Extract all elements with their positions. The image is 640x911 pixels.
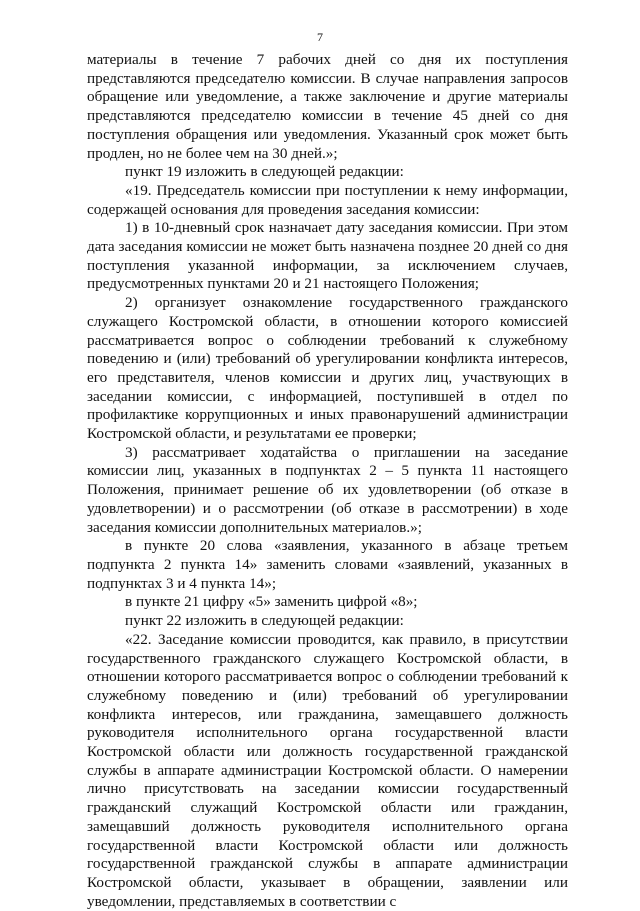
paragraph-clause-19-intro: пункт 19 изложить в следующей редакции:	[125, 163, 404, 181]
paragraph-subclause-2: 2) организует ознакомление государственного гражданского служащего Костромской области, в отношении которого комиссией рассматривается вопрос о соблюдении требований к служебному поведению и (или) требований об урегулировании конфликта интересов, его представителя, членов комиссии и других лиц, участвующих в заседании комиссии, с информацией, поступившей в отдел по профилактике коррупционных и иных правонарушений администрации Костромской области, и результатами ее проверки;	[87, 294, 568, 443]
page-number: 7	[317, 30, 323, 44]
document-body	[87, 51, 568, 911]
paragraph-clause-19: «19. Председатель комиссии при поступлении к нему информации, содержащей основания для проведения заседания комиссии:	[87, 181, 568, 218]
paragraph-subclause-1: 1) в 10-дневный срок назначает дату заседания комиссии. При этом дата заседания комиссии не может быть назначена позднее 20 дней со дня поступления указанной информации, за исключением случаев, предусмотренных пунктами 20 и 21 настоящего Положения;	[87, 219, 568, 293]
paragraph-clause-22: «22. Заседание комиссии проводится, как правило, в присутствии государственного гражданского служащего Костромской области, в отношении которого рассматривается вопрос о соблюдении требований к служебному поведению и (или) требований об урегулировании конфликта интересов, или гражданина, замещавшего должность руководителя исполнительного органа государственной власти Костромской области или должность государственной гражданской службы в аппарате администрации Костромской области. О намерении лично присутствовать на заседании комиссии государственный гражданский служащий Костромской области или гражданин, замещавший должность руководителя исполнительного органа государственной власти Костромской области или должность государственной гражданской службы в аппарате администрации Костромской области, указывает в обращении, заявлении или уведомлении, представляемых в соответствии с	[87, 630, 568, 910]
paragraph-clause-22-intro: пункт 22 изложить в следующей редакции:	[125, 612, 404, 630]
paragraph-clause-20: в пункте 20 слова «заявления, указанного в абзаце третьем подпункта 2 пункта 14» заменить словами «заявлений, указанных в подпунктах 3 и 4 пункта 14»;	[87, 537, 568, 592]
paragraph-continuation: материалы в течение 7 рабочих дней со дня их поступления представляются председателю комиссии. В случае направления запросов обращение или уведомление, а также заключение и другие материалы представляются председателю комиссии в течение 45 дней со дня поступления обращения или уведомления. Указанный срок может быть продлен, но не более чем на 30 дней.»;	[87, 51, 568, 162]
paragraph-clause-21: в пункте 21 цифру «5» заменить цифрой «8»;	[125, 593, 418, 611]
paragraph-subclause-3: 3) рассматривает ходатайства о приглашении на заседание комиссии лиц, указанных в подпунктах 2 – 5 пункта 11 настоящего Положения, принимает решение об их удовлетворении (об отказе в удовлетворении) и о рассмотрении (об отказе в рассмотрении) в ходе заседания комиссии дополнительных материалов.»;	[87, 443, 568, 536]
